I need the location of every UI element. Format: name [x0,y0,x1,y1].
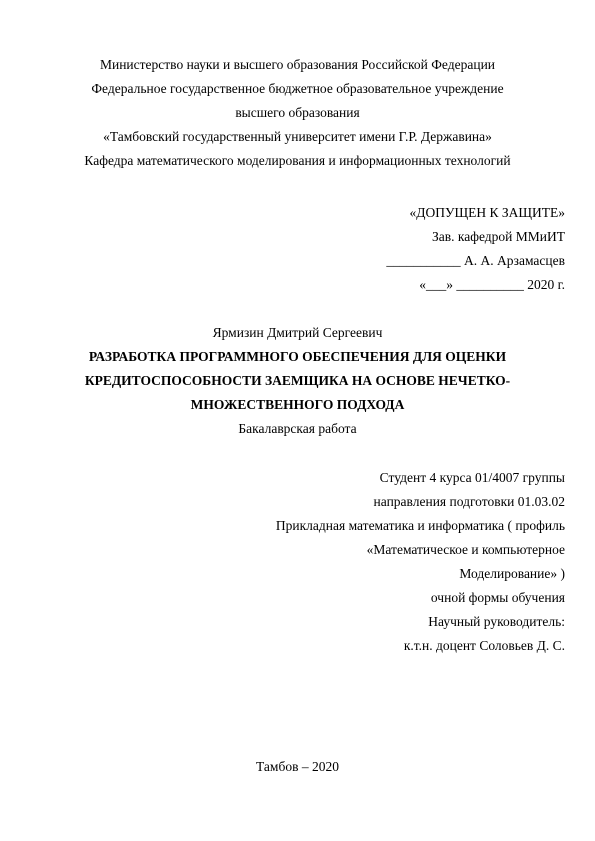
approval-date: «___» __________ 2020 г. [419,277,565,292]
study-form: очной формы обучения [430,590,565,605]
thesis-title-line-2: КРЕДИТОСПОСОБНОСТИ ЗАЕМЩИКА НА ОСНОВЕ НЕЧЕТКО- [84,373,511,388]
supervisor-label: Научный руководитель: [428,614,565,629]
university-name-line: «Тамбовский государственный университет имени Г.Р. Державина» [103,129,492,144]
work-type: Бакалаврская работа [238,421,357,436]
thesis-title-line-1: РАЗРАБОТКА ПРОГРАММНОГО ОБЕСПЕЧЕНИЯ ДЛЯ ОЦЕНКИ [88,349,507,364]
thesis-title-line-3: МНОЖЕСТВЕННОГО ПОДХОДА [190,397,405,412]
approval-position: Зав. кафедрой ММиИТ [432,229,565,244]
supervisor-name: к.т.н. доцент Соловьев Д. С. [403,638,565,653]
ministry-line: Министерство науки и высшего образования Российской Федерации [99,57,496,72]
student-direction-name: Прикладная математика и информатика ( профиль [275,518,565,533]
department-line: Кафедра математического моделирования и информационных технологий [84,153,511,168]
student-course-group: Студент 4 курса 01/4007 группы [379,470,565,485]
city-year: Тамбов – 2020 [256,759,339,774]
student-direction: направления подготовки 01.03.02 [373,494,565,509]
approval-stamp: «ДОПУЩЕН К ЗАЩИТЕ» [409,205,565,220]
student-profile-line-1: «Математическое и компьютерное [366,542,565,557]
education-level-line: высшего образования [235,105,360,120]
student-profile-line-2: Моделирование» ) [459,566,565,581]
institution-type-line: Федеральное государственное бюджетное образовательное учреждение [91,81,504,96]
author-name: Ярмизин Дмитрий Сергеевич [212,325,383,340]
approval-signature: ___________ А. А. Арзамасцев [386,253,565,268]
